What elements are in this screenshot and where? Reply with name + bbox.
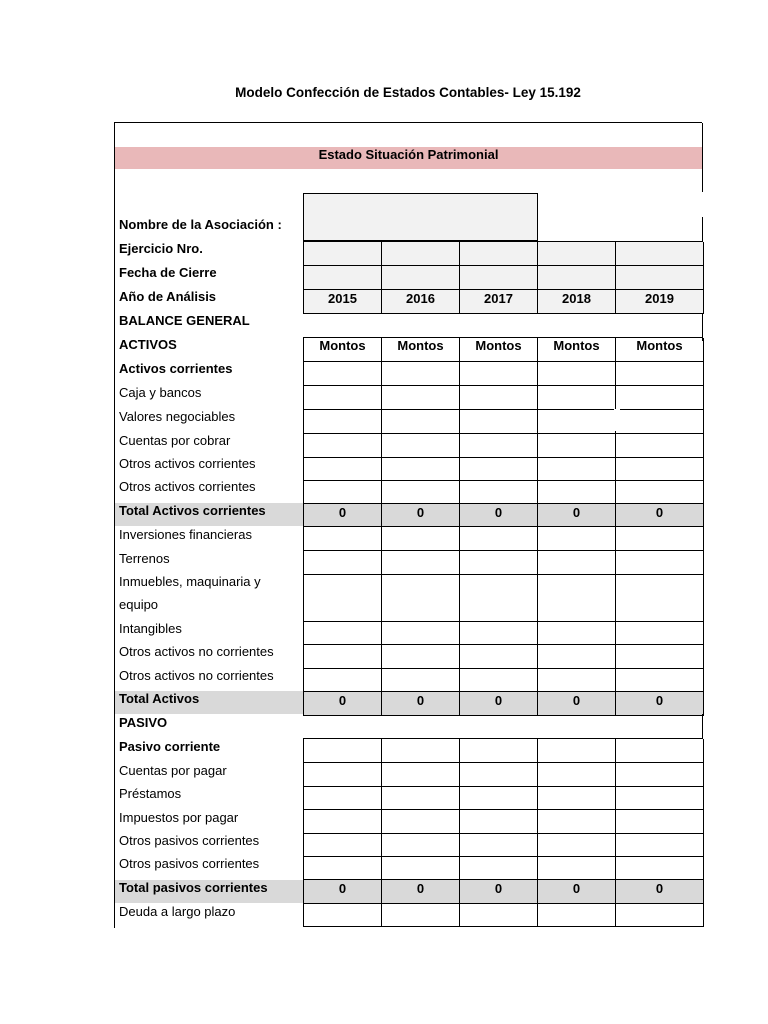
cell-input[interactable] bbox=[538, 763, 616, 787]
cell-input[interactable] bbox=[460, 362, 538, 386]
cell-input[interactable] bbox=[538, 810, 616, 834]
cell-input[interactable] bbox=[382, 622, 460, 645]
total-activos-2015: 0 bbox=[304, 692, 382, 716]
label-cuentas-cobrar: Cuentas por cobrar bbox=[119, 433, 231, 448]
cell-input[interactable] bbox=[538, 527, 616, 551]
label-total-pasivos-corrientes: Total pasivos corrientes bbox=[119, 880, 268, 895]
cell-input[interactable] bbox=[304, 787, 382, 810]
montos-2015: Montos bbox=[304, 338, 382, 362]
cell-input[interactable] bbox=[616, 645, 704, 669]
cell-input[interactable] bbox=[616, 669, 704, 692]
label-caja-bancos: Caja y bancos bbox=[119, 385, 202, 400]
cell-input[interactable] bbox=[538, 481, 616, 504]
cell-input[interactable] bbox=[382, 527, 460, 551]
cell-input[interactable] bbox=[304, 763, 382, 787]
cell-input[interactable] bbox=[382, 458, 460, 481]
cell-input[interactable] bbox=[616, 810, 704, 834]
cell-input[interactable] bbox=[460, 551, 538, 575]
label-inversiones: Inversiones financieras bbox=[119, 527, 252, 542]
year-2016: 2016 bbox=[382, 290, 460, 314]
label-anio: Año de Análisis bbox=[119, 289, 217, 304]
cell-input[interactable] bbox=[382, 362, 460, 386]
label-intangibles: Intangibles bbox=[119, 621, 182, 636]
cell-input[interactable] bbox=[616, 386, 704, 410]
cell-input[interactable] bbox=[538, 645, 616, 669]
label-otros-pasivos-1: Otros pasivos corrientes bbox=[119, 833, 260, 848]
label-balance-general: BALANCE GENERAL bbox=[119, 313, 250, 328]
cell-input[interactable] bbox=[304, 669, 382, 692]
cell-input[interactable] bbox=[460, 669, 538, 692]
label-pasivo-corriente: Pasivo corriente bbox=[119, 739, 221, 754]
cell-input[interactable] bbox=[382, 645, 460, 669]
total-activos-corrientes-2016: 0 bbox=[382, 504, 460, 527]
cell-input[interactable] bbox=[382, 810, 460, 834]
label-terrenos: Terrenos bbox=[119, 551, 170, 566]
cell-input[interactable] bbox=[538, 458, 616, 481]
label-otros-no-corrientes-1: Otros activos no corrientes bbox=[119, 644, 274, 659]
total-activos-corrientes-2017: 0 bbox=[460, 504, 538, 527]
cell-input[interactable] bbox=[382, 763, 460, 787]
cell-input[interactable] bbox=[538, 669, 616, 692]
cell-input[interactable] bbox=[616, 834, 704, 857]
cell-input[interactable] bbox=[304, 481, 382, 504]
total-activos-corrientes-2018: 0 bbox=[538, 504, 616, 527]
cell-input[interactable] bbox=[382, 551, 460, 575]
total-activos-corrientes-2019: 0 bbox=[616, 504, 704, 527]
cell-input[interactable] bbox=[460, 763, 538, 787]
fecha-2016[interactable] bbox=[382, 266, 460, 290]
cell-input[interactable] bbox=[460, 904, 538, 927]
pasivo-grid bbox=[303, 738, 703, 927]
cell-input[interactable] bbox=[460, 645, 538, 669]
total-pasivos-corrientes-2017: 0 bbox=[460, 880, 538, 904]
cell-input[interactable] bbox=[616, 904, 704, 927]
fecha-2018[interactable] bbox=[538, 266, 616, 290]
cell-input[interactable] bbox=[616, 787, 704, 810]
cell-input[interactable] bbox=[538, 386, 616, 410]
total-pasivos-corrientes-2016: 0 bbox=[382, 880, 460, 904]
header-grid bbox=[303, 241, 703, 314]
label-fecha: Fecha de Cierre bbox=[119, 265, 217, 280]
cell-input[interactable] bbox=[616, 458, 704, 481]
cell-input[interactable] bbox=[460, 410, 538, 434]
ejercicio-2018[interactable] bbox=[538, 242, 616, 266]
label-nombre: Nombre de la Asociación : bbox=[119, 217, 282, 232]
label-ejercicio: Ejercicio Nro. bbox=[119, 241, 203, 256]
year-2018: 2018 bbox=[538, 290, 616, 314]
balance-sheet bbox=[114, 122, 702, 928]
cell-input[interactable] bbox=[460, 434, 538, 458]
total-activos-2017: 0 bbox=[460, 692, 538, 716]
total-pasivos-corrientes-2018: 0 bbox=[538, 880, 616, 904]
right-border-pasivo bbox=[702, 714, 703, 739]
label-cuentas-pagar: Cuentas por pagar bbox=[119, 763, 227, 778]
cell-input[interactable] bbox=[304, 904, 382, 927]
cell-input[interactable] bbox=[460, 739, 538, 763]
cell-input[interactable] bbox=[460, 458, 538, 481]
cell-input[interactable] bbox=[460, 527, 538, 551]
montos-2019: Montos bbox=[616, 338, 704, 362]
label-valores-negociables: Valores negociables bbox=[119, 409, 236, 424]
label-inmuebles: Inmuebles, maquinaria y equipo bbox=[119, 574, 261, 612]
cell-input[interactable] bbox=[304, 834, 382, 857]
cell-input[interactable] bbox=[538, 739, 616, 763]
cell-input[interactable] bbox=[616, 481, 704, 504]
label-total-activos: Total Activos bbox=[119, 691, 200, 706]
cell-input[interactable] bbox=[460, 834, 538, 857]
cell-input[interactable] bbox=[616, 763, 704, 787]
cell-input[interactable] bbox=[616, 739, 704, 763]
activos-grid bbox=[303, 337, 703, 716]
cell-input[interactable] bbox=[616, 551, 704, 575]
cell-input[interactable] bbox=[616, 622, 704, 645]
cell-input[interactable] bbox=[304, 857, 382, 880]
section-title: Estado Situación Patrimonial bbox=[115, 147, 702, 169]
montos-2016: Montos bbox=[382, 338, 460, 362]
fecha-2015[interactable] bbox=[304, 266, 382, 290]
cell-input[interactable] bbox=[460, 622, 538, 645]
cell-input[interactable] bbox=[304, 458, 382, 481]
cell-input[interactable] bbox=[382, 481, 460, 504]
cell-input[interactable] bbox=[304, 527, 382, 551]
right-border-top bbox=[702, 123, 703, 192]
ejercicio-2017[interactable] bbox=[460, 242, 538, 266]
total-pasivos-corrientes-2015: 0 bbox=[304, 880, 382, 904]
cell-input[interactable] bbox=[538, 787, 616, 810]
label-otros-activos-corrientes-1: Otros activos corrientes bbox=[119, 456, 256, 471]
label-total-activos-corrientes: Total Activos corrientes bbox=[119, 503, 266, 518]
cell-input[interactable] bbox=[460, 575, 538, 622]
ejercicio-2015[interactable] bbox=[304, 242, 382, 266]
cell-input[interactable] bbox=[460, 481, 538, 504]
fecha-2019[interactable] bbox=[616, 266, 704, 290]
cell-input[interactable] bbox=[304, 386, 382, 410]
cell-input[interactable] bbox=[538, 410, 616, 434]
cell-input[interactable] bbox=[304, 645, 382, 669]
cell-input[interactable] bbox=[538, 362, 616, 386]
fecha-2017[interactable] bbox=[460, 266, 538, 290]
cell-input[interactable] bbox=[304, 810, 382, 834]
association-name-field[interactable] bbox=[303, 193, 538, 241]
cell-input[interactable] bbox=[538, 857, 616, 880]
cell-input[interactable] bbox=[616, 857, 704, 880]
cell-input[interactable] bbox=[304, 362, 382, 386]
cell-input[interactable] bbox=[382, 787, 460, 810]
cell-input[interactable] bbox=[616, 410, 704, 434]
ejercicio-2016[interactable] bbox=[382, 242, 460, 266]
year-2019: 2019 bbox=[616, 290, 704, 314]
cell-input[interactable] bbox=[304, 551, 382, 575]
label-activos-corrientes: Activos corrientes bbox=[119, 361, 233, 376]
cell-input[interactable] bbox=[304, 575, 382, 622]
cell-input[interactable] bbox=[304, 622, 382, 645]
cell-input[interactable] bbox=[538, 834, 616, 857]
cell-input[interactable] bbox=[616, 527, 704, 551]
label-otros-pasivos-2: Otros pasivos corrientes bbox=[119, 856, 260, 871]
cell-input[interactable] bbox=[460, 810, 538, 834]
cell-input[interactable] bbox=[538, 434, 616, 458]
montos-2017: Montos bbox=[460, 338, 538, 362]
cell-input[interactable] bbox=[616, 434, 704, 458]
cell-input[interactable] bbox=[382, 834, 460, 857]
document-title: Modelo Confección de Estados Contables- Ley 15.192 bbox=[235, 85, 581, 100]
cell-input[interactable] bbox=[382, 575, 460, 622]
total-pasivos-corrientes-2019: 0 bbox=[616, 880, 704, 904]
label-deuda-largo-plazo: Deuda a largo plazo bbox=[119, 904, 236, 919]
cell-input[interactable] bbox=[382, 857, 460, 880]
ejercicio-2019[interactable] bbox=[616, 242, 704, 266]
cell-input[interactable] bbox=[382, 434, 460, 458]
cell-input[interactable] bbox=[304, 434, 382, 458]
cell-input[interactable] bbox=[382, 669, 460, 692]
total-activos-2019: 0 bbox=[616, 692, 704, 716]
cell-input[interactable] bbox=[538, 551, 616, 575]
cell-input[interactable] bbox=[538, 575, 616, 622]
cell-input[interactable] bbox=[616, 575, 704, 622]
year-2017: 2017 bbox=[460, 290, 538, 314]
cell-input[interactable] bbox=[538, 904, 616, 927]
cell-input[interactable] bbox=[382, 410, 460, 434]
total-activos-2016: 0 bbox=[382, 692, 460, 716]
cell-input[interactable] bbox=[616, 362, 704, 386]
cell-input[interactable] bbox=[460, 787, 538, 810]
label-otros-activos-corrientes-2: Otros activos corrientes bbox=[119, 479, 256, 494]
label-prestamos: Préstamos bbox=[119, 786, 182, 801]
label-activos: ACTIVOS bbox=[119, 337, 177, 352]
cell-input[interactable] bbox=[460, 857, 538, 880]
montos-2018: Montos bbox=[538, 338, 616, 362]
cell-input[interactable] bbox=[382, 904, 460, 927]
label-pasivo: PASIVO bbox=[119, 715, 168, 730]
total-activos-corrientes-2015: 0 bbox=[304, 504, 382, 527]
cell-input[interactable] bbox=[304, 410, 382, 434]
label-otros-no-corrientes-2: Otros activos no corrientes bbox=[119, 668, 274, 683]
cell-input[interactable] bbox=[460, 386, 538, 410]
cell-input[interactable] bbox=[304, 739, 382, 763]
year-2015: 2015 bbox=[304, 290, 382, 314]
cell-input[interactable] bbox=[382, 739, 460, 763]
cell-input[interactable] bbox=[538, 622, 616, 645]
cell-input[interactable] bbox=[382, 386, 460, 410]
cell-notch bbox=[614, 409, 620, 431]
total-activos-2018: 0 bbox=[538, 692, 616, 716]
label-impuestos: Impuestos por pagar bbox=[119, 810, 239, 825]
